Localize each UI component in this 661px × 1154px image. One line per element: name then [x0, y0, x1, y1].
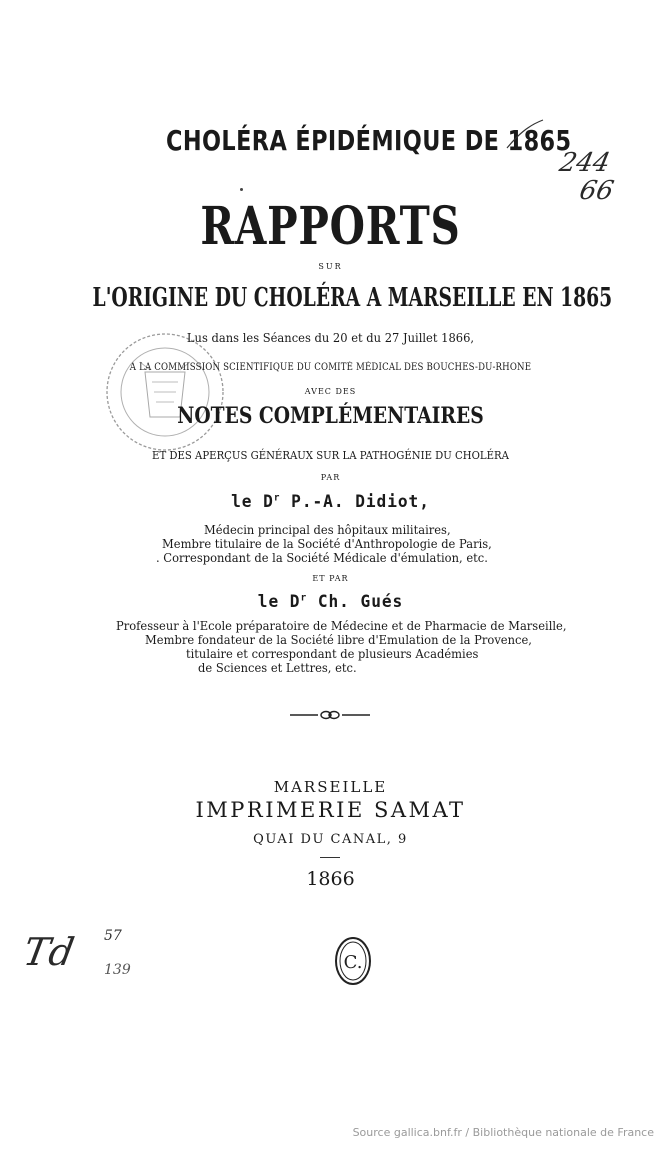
author-1-credential: Membre titulaire de la Société d'Anthropologie de Paris,	[162, 536, 492, 551]
sur-label: SUR	[318, 262, 343, 271]
author-1-credential: Médecin principal des hôpitaux militaires,	[204, 522, 451, 537]
author-1-prefix: le D	[231, 492, 274, 512]
copyright-seal-icon	[333, 935, 373, 987]
source-credit: Source gallica.bnf.fr / Bibliothèque nationale de France	[352, 1126, 654, 1139]
handwritten-call-number	[20, 928, 134, 992]
call-number-sub: 139	[104, 962, 131, 978]
author-2-credential: Professeur à l'Ecole préparatoire de Médecine et de Pharmacie de Marseille,	[116, 618, 567, 633]
imprint-address: QUAI DU CANAL, 9	[253, 832, 408, 847]
subtitle: L'ORIGINE DU CHOLÉRA A MARSEILLE EN 1865	[92, 283, 613, 313]
call-number-main: Td	[20, 930, 78, 974]
author-2-credential: de Sciences et Lettres, etc.	[198, 660, 357, 675]
ink-dot	[240, 188, 243, 191]
author-2-prefix: le D	[257, 592, 301, 612]
et-par-label: ET PAR	[312, 574, 349, 583]
pen-stroke-icon	[505, 118, 545, 152]
author-1-name: P.-A. Didiot,	[280, 492, 430, 512]
apercus-line: ET DES APERÇUS GÉNÉRAUX SUR LA PATHOGÉNIE DU CHOLÉRA	[152, 448, 509, 462]
author-2-name: Ch. Gués	[307, 592, 404, 612]
par-label: PAR	[320, 473, 341, 482]
series-title: CHOLÉRA ÉPIDÉMIQUE DE 1865	[166, 124, 572, 157]
imprint-printer: IMPRIMERIE SAMAT	[195, 798, 466, 822]
imprint-city: MARSEILLE	[273, 778, 388, 796]
author-2-credential: Membre fondateur de la Société libre d'Emulation de la Provence,	[145, 632, 532, 647]
main-title: RAPPORTS	[200, 196, 461, 257]
author-2	[17, 592, 645, 612]
author-2-credential: titulaire et correspondant de plusieurs Académies	[186, 646, 479, 661]
reading-dates: Lus dans les Séances du 20 et du 27 Juillet 1866,	[186, 330, 475, 345]
fleuron-ornament-icon	[290, 708, 370, 722]
author-1-title-sup: r	[273, 492, 281, 504]
commission-line: A LA COMMISSION SCIENTIFIQUE DU COMITÉ MÉDICAL DES BOUCHES-DU-RHONE	[129, 362, 532, 373]
author-1-credential: . Correspondant de la Société Médicale d'émulation, etc.	[156, 550, 488, 565]
seal-letter: C.	[343, 952, 363, 973]
call-number-sup: 57	[104, 928, 122, 944]
shelfmark-line-2: 66	[576, 176, 617, 206]
author-2-title-sup: r	[300, 592, 308, 604]
short-rule	[320, 857, 340, 858]
author-1	[17, 492, 645, 512]
notes-heading: NOTES COMPLÉMENTAIRES	[177, 403, 484, 429]
imprint-year: 1866	[306, 868, 355, 890]
avec-des-label: AVEC DES	[304, 387, 357, 396]
shelfmark-line-1: 244	[556, 148, 613, 178]
